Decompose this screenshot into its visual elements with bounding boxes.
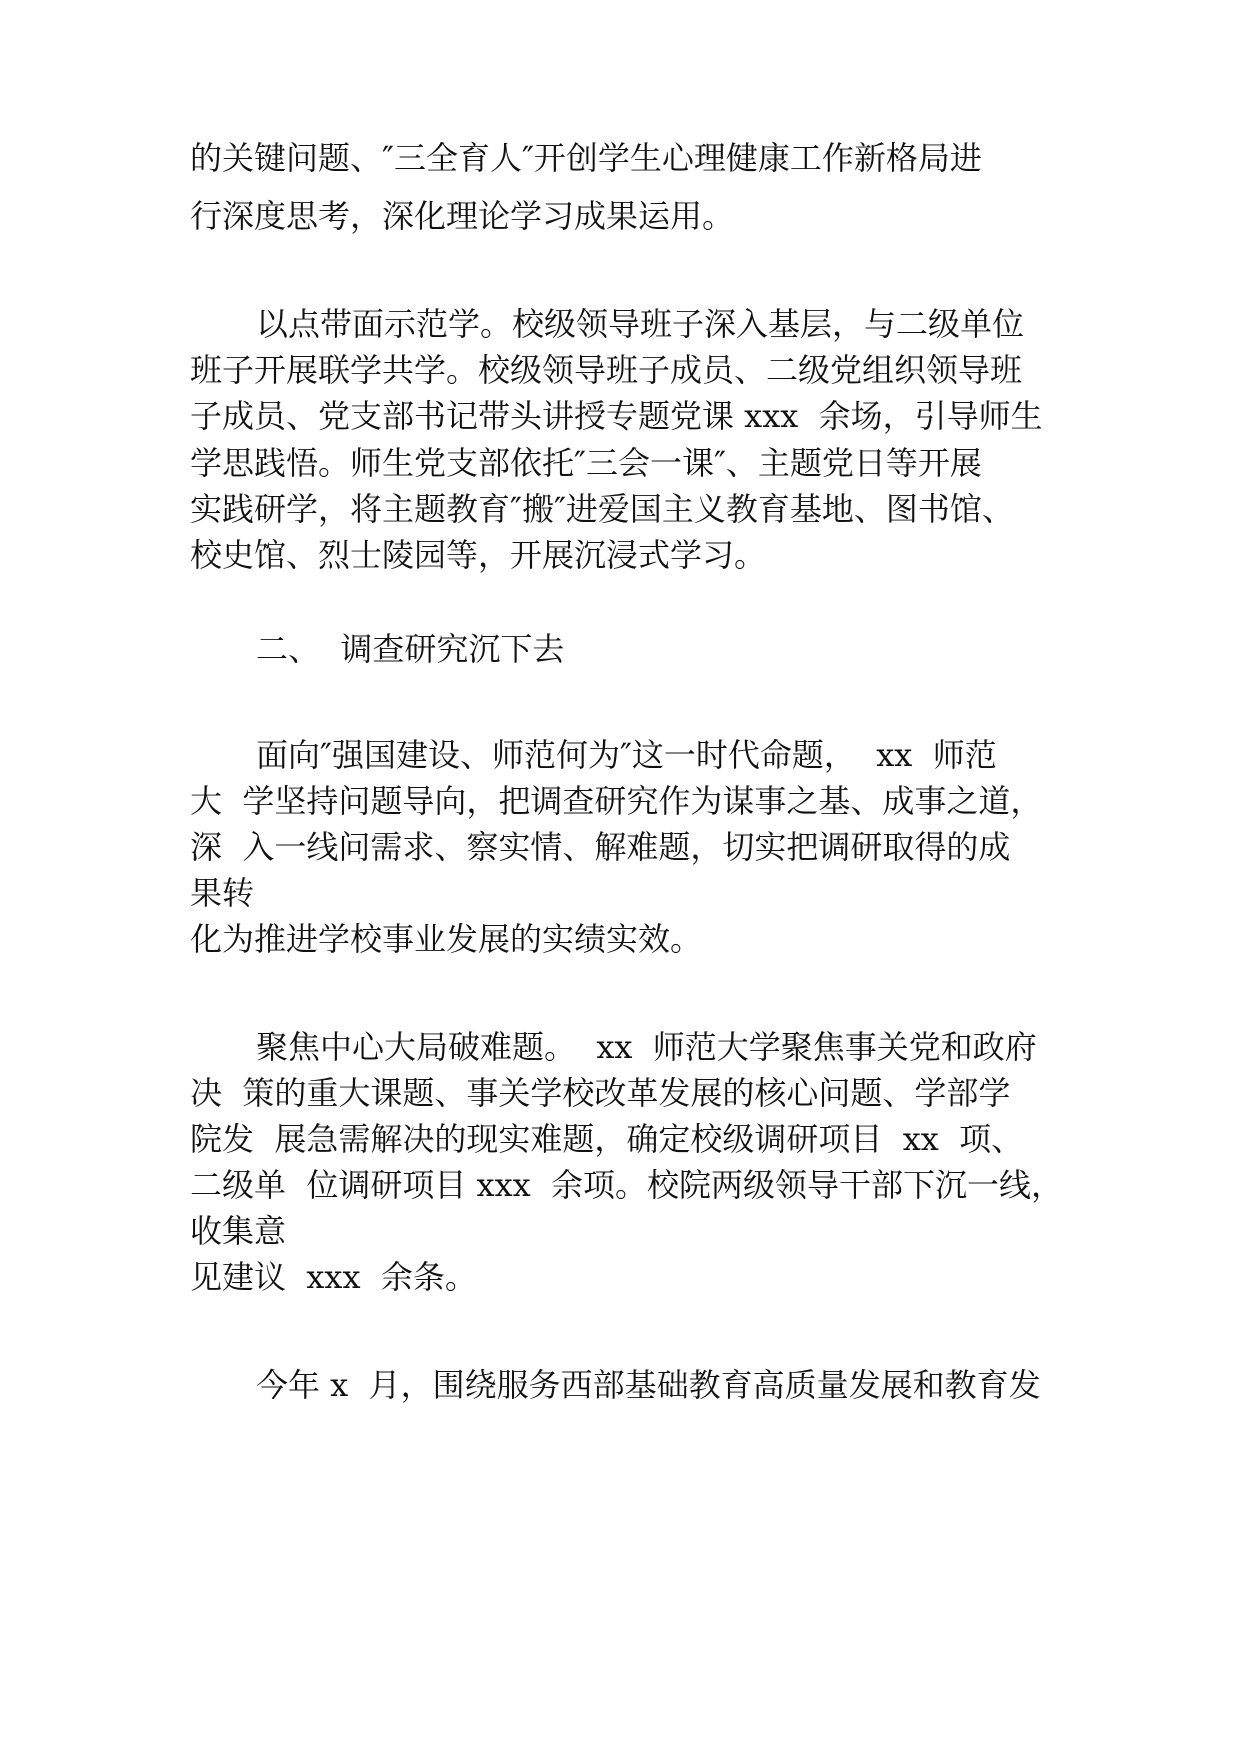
paragraph-first-line: 以点带面示范学。校级领导班子深入基层，与二级单位 xyxy=(256,305,1025,343)
text-line: 子成员、党支部书记带头讲授专题党课 xxx 余场，引导师生 xyxy=(190,397,1043,435)
text-line: 校史馆、烈士陵园等，开展沉浸式学习。 xyxy=(190,536,767,574)
section-heading: 二、 调查研究沉下去 xyxy=(256,630,565,668)
text-line: 大 学坚持问题导向，把调查研究作为谋事之基、成事之道， xyxy=(190,782,1043,820)
text-line: 决 策的重大课题、事关学校改革发展的核心问题、学部学 xyxy=(190,1074,1011,1112)
text-line: 二级单 位调研项目 xxx 余项。校院两级领导干部下沉一线， xyxy=(190,1166,1064,1204)
paragraph-first-line: 面向″强国建设、师范何为″这一时代命题， xx 师范 xyxy=(256,736,997,774)
text-line: 院发 展急需解决的现实难题，确定校级调研项目 xx 项、 xyxy=(190,1120,1024,1158)
text-line: 班子开展联学共学。校级领导班子成员、二级党组织领导班 xyxy=(190,351,1023,389)
paragraph-first-line: 今年 x 月，围绕服务西部基础教育高质量发展和教育发 xyxy=(256,1366,1041,1404)
text-line: 果转 xyxy=(190,874,255,912)
text-line: 深 入一线问需求、察实情、解难题，切实把调研取得的成 xyxy=(190,828,1011,866)
text-line: 行深度思考，深化理论学习成果运用。 xyxy=(190,197,735,235)
paragraph-first-line: 聚焦中心大局破难题。 xx 师范大学聚焦事关党和政府 xyxy=(256,1028,1037,1066)
text-line: 实践研学，将主题教育″搬″进爱国主义教育基地、图书馆、 xyxy=(190,490,1014,528)
text-line: 见建议 xxx 余条。 xyxy=(190,1258,477,1296)
text-line: 收集意 xyxy=(190,1212,287,1250)
text-line: 化为推进学校事业发展的实绩实效。 xyxy=(190,920,703,958)
text-line: 学思践悟。师生党支部依托″三会一课″、主题党日等开展 xyxy=(190,444,982,482)
text-line: 的关键问题、″三全育人″开创学生心理健康工作新格局进 xyxy=(190,139,982,177)
